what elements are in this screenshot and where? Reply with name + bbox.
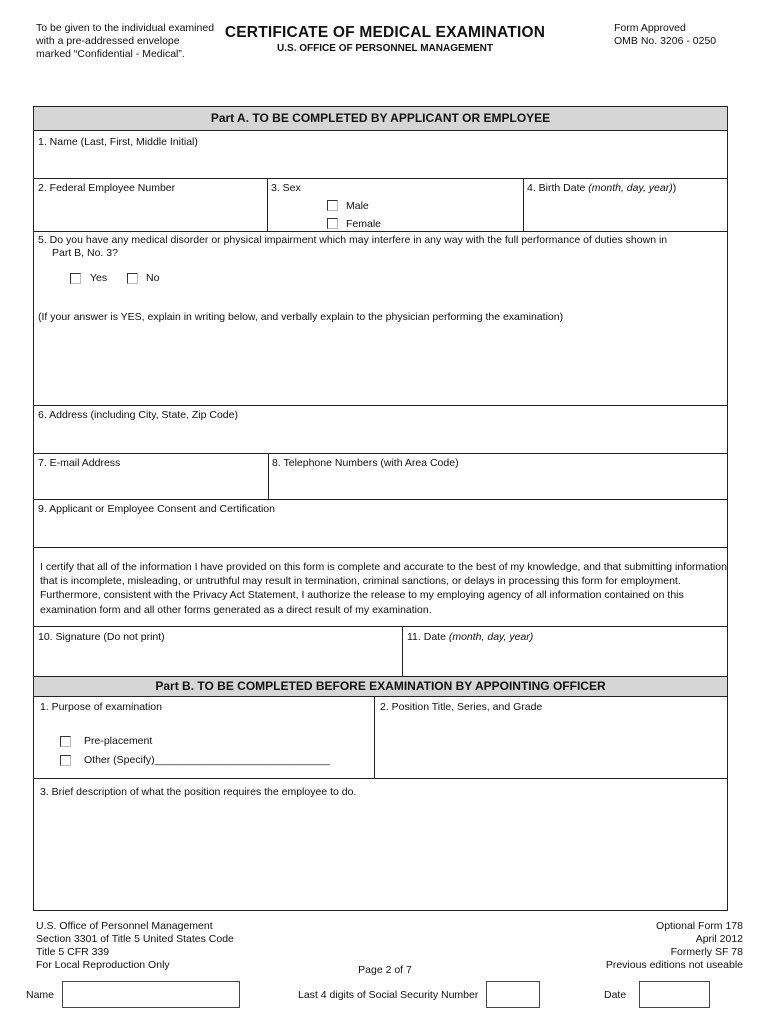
form-number: Optional Form 178 xyxy=(656,920,743,932)
footer-date-label: Date xyxy=(604,989,627,1001)
divider xyxy=(33,626,728,627)
divider xyxy=(268,453,269,500)
part-b-heading: Part B. TO BE COMPLETED BEFORE EXAMINATION BY APPOINTING OFFICER xyxy=(33,676,728,697)
other-purpose-label: Other (Specify)______________________________ xyxy=(84,754,330,766)
position-description-label: 3. Brief description of what the position requires the employee to do. xyxy=(40,786,357,798)
divider xyxy=(267,178,268,231)
footer-reproduction: For Local Reproduction Only xyxy=(36,959,170,971)
signature-date-field[interactable] xyxy=(404,645,727,675)
sex-female-checkbox[interactable] xyxy=(327,218,338,229)
signature-date-hint: (month, day, year) xyxy=(448,631,534,643)
signature-date-label xyxy=(407,631,533,644)
divider xyxy=(402,626,403,677)
footer-name-input[interactable] xyxy=(62,981,240,1008)
impairment-no-label: No xyxy=(146,272,160,284)
footer-date-input[interactable] xyxy=(639,981,710,1008)
footer-right xyxy=(560,920,743,972)
signature-field[interactable] xyxy=(34,645,401,675)
employee-number-field[interactable] xyxy=(34,196,266,231)
impairment-yes-checkbox[interactable] xyxy=(70,273,81,284)
divider xyxy=(33,405,728,406)
email-label: 7. E-mail Address xyxy=(38,457,121,469)
divider xyxy=(33,453,728,454)
footer-ssn-label: Last 4 digits of Social Security Number xyxy=(298,989,479,1001)
telephone-label: 8. Telephone Numbers (with Area Code) xyxy=(272,457,459,469)
divider xyxy=(33,547,728,548)
purpose-label: 1. Purpose of examination xyxy=(40,701,162,713)
preplacement-checkbox[interactable] xyxy=(60,736,71,747)
page-number: Page 2 of 7 xyxy=(358,964,412,976)
divider xyxy=(33,231,728,232)
email-field[interactable] xyxy=(34,471,267,499)
divider xyxy=(33,499,728,500)
footer-left xyxy=(36,920,296,972)
birth-date-text: 4. Birth Date xyxy=(527,182,586,194)
impairment-explain-note: (If your answer is YES, explain in writing below, and verbally explain to the physician performing the examination) xyxy=(38,311,564,323)
form-subtitle: U.S. OFFICE OF PERSONNEL MANAGEMENT xyxy=(277,43,493,54)
divider xyxy=(33,778,728,779)
telephone-field[interactable] xyxy=(270,471,727,499)
certification-text: I certify that all of the information I have provided on this form is complete and accurate to the best of my knowledge, and that submitting information that is incomplete, misleading, or untruthful may result in termination, criminal sanctions, or delays in processing this form for employment. Furthermore, consistent with the Privacy Act Statement, I authorize the release to my employing agency of all information contained on this examination form and all other forms generated as a direct result of my examination. xyxy=(40,561,727,616)
name-field[interactable] xyxy=(34,150,727,178)
birth-date-hint: (month, day, year) xyxy=(588,182,673,194)
footer-agency: U.S. Office of Personnel Management xyxy=(36,920,213,932)
address-field[interactable] xyxy=(34,423,727,453)
divider xyxy=(374,697,375,778)
address-label: 6. Address (including City, State, Zip Code) xyxy=(38,409,238,421)
footer-ssn-input[interactable] xyxy=(486,981,540,1008)
impairment-explanation-field[interactable] xyxy=(34,326,727,404)
impairment-question-line2: Part B, No. 3? xyxy=(52,247,118,259)
form-editions: Previous editions not useable xyxy=(605,959,743,971)
signature-label: 10. Signature (Do not print) xyxy=(38,631,165,643)
consent-label: 9. Applicant or Employee Consent and Certification xyxy=(38,503,275,515)
preplacement-label: Pre-placement xyxy=(84,735,153,747)
birth-date-label: 4. Birth Date (month, day, year)) xyxy=(527,182,677,194)
name-label: 1. Name (Last, First, Middle Initial) xyxy=(38,136,198,148)
impairment-yes-label: Yes xyxy=(90,272,108,284)
divider xyxy=(33,178,728,179)
form-approved: Form Approved xyxy=(614,22,686,34)
impairment-question-line1: 5. Do you have any medical disorder or physical impairment which may interfere in any way with the full performance of duties shown in xyxy=(38,234,668,246)
form-formerly: Formerly SF 78 xyxy=(670,946,743,958)
position-description-field[interactable] xyxy=(34,802,727,909)
position-title-field[interactable] xyxy=(376,716,727,777)
employee-number-label: 2. Federal Employee Number xyxy=(38,182,176,194)
other-purpose-checkbox[interactable] xyxy=(60,755,71,766)
sex-male-checkbox[interactable] xyxy=(327,200,338,211)
impairment-no-checkbox[interactable] xyxy=(127,273,138,284)
confidential-note: To be given to the individual examined with a pre-addressed envelope marked “Confidential - Medical”. xyxy=(36,22,215,60)
sex-label: 3. Sex xyxy=(271,182,301,194)
footer-section: Section 3301 of Title 5 United States Code xyxy=(36,933,234,945)
impairment-question xyxy=(38,234,728,260)
signature-date-text: 11. Date xyxy=(407,631,446,643)
form-date: April 2012 xyxy=(695,933,743,945)
omb-info xyxy=(614,22,754,48)
sex-male-label: Male xyxy=(346,200,369,212)
part-a-heading: Part A. TO BE COMPLETED BY APPLICANT OR EMPLOYEE xyxy=(33,106,728,131)
position-title-label: 2. Position Title, Series, and Grade xyxy=(380,701,543,713)
sex-female-label: Female xyxy=(346,218,382,230)
birth-date-field[interactable] xyxy=(524,196,727,231)
form-title: CERTIFICATE OF MEDICAL EXAMINATION xyxy=(224,24,546,41)
omb-number: OMB No. 3206 - 0250 xyxy=(614,35,717,47)
footer-name-label: Name xyxy=(26,989,55,1001)
footer-cfr: Title 5 CFR 339 xyxy=(36,946,110,958)
